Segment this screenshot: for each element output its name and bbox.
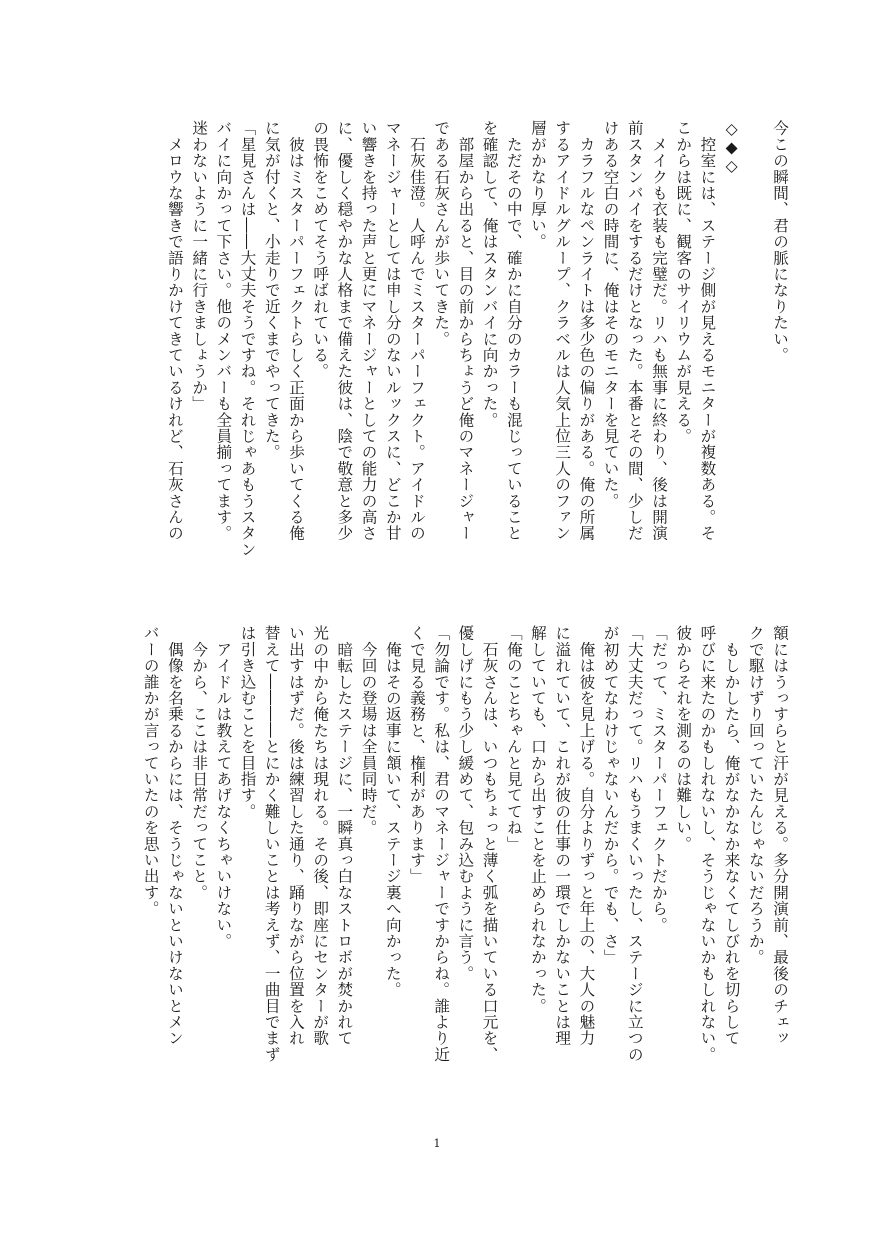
text-line: 彼はミスターパーフェクトらしく正面から歩いてくる俺 bbox=[286, 120, 305, 542]
page-number: 1 bbox=[433, 1137, 441, 1150]
text-line: に溢れていて、これが彼の仕事の一環でしかないことは理 bbox=[553, 625, 572, 1047]
text-line: もしかしたら、俺がなかなか来なくてしびれを切らして bbox=[722, 625, 741, 1047]
text-line: ただその中で、確かに自分のカラーも混じっていること bbox=[504, 120, 523, 542]
text-line: 石灰さんは、いつもちょっと薄く弧を描いている口元を、 bbox=[480, 625, 499, 1063]
text-line: クで駆けずり回っていたんじゃないだろうか。 bbox=[746, 625, 765, 966]
text-line: 額にはうっすらと汗が見える。多分開演前、最後のチェッ bbox=[771, 625, 789, 1047]
text-line: 替えて――――とにかく難しいことは考えず、一曲目でまず bbox=[262, 625, 281, 1063]
text-line: 暗転したステージに、一瞬真っ白なストロボが焚かれて bbox=[335, 625, 354, 1047]
text-line: い響きを持った声と更にマネージャーとしての能力の高さ bbox=[359, 120, 378, 542]
text-line: 前スタンバイをするだけとなった。本番とその間、少しだ bbox=[625, 120, 644, 542]
text-line: 俺はその返事に頷いて、ステージ裏へ向かった。 bbox=[383, 625, 402, 998]
text-line: バーの誰かが言っていたのを思い出す。 bbox=[141, 625, 160, 917]
text-line: 光の中から俺たちは現れる。その後、即座にセンターが歌 bbox=[311, 625, 330, 1047]
text-line: の畏怖をこめてそう呼ばれている。 bbox=[311, 120, 330, 380]
text-line: を確認して、俺はスタンバイに向かった。 bbox=[480, 120, 499, 428]
text-line: 優しげにもう少し緩めて、包み込むように言う。 bbox=[456, 625, 475, 982]
text-line: するアイドルグループ、クラベルは人気上位三人のファン bbox=[553, 120, 572, 542]
text-line: である石灰さんが歩いてきた。 bbox=[432, 120, 451, 347]
text-line: 「勿論です。私は、君のマネージャーですからね。誰より近 bbox=[432, 625, 451, 1063]
text-line: 石灰佳澄。人呼んでミスターパーフェクト。アイドルの bbox=[407, 120, 426, 542]
text-line: 呼びに来たのかもしれないし、そうじゃないかもしれない。 bbox=[698, 625, 717, 1063]
text-line: バイに向かって下さい。他のメンバーも全員揃ってます。 bbox=[214, 120, 233, 542]
text-line: 今この瞬間、君の脈になりたい。 bbox=[771, 120, 789, 363]
text-line: こからは既に、観客のサイリウムが見える。 bbox=[674, 120, 693, 444]
text-line: に、優しく穏やかな人格まで備えた彼は、陰で敬意と多少 bbox=[335, 120, 354, 542]
text-line: 「だって、ミスターパーフェクトだから。 bbox=[649, 625, 668, 933]
lower-text-block bbox=[139, 625, 792, 1113]
text-line: くで見る義務と、権利があります」 bbox=[407, 625, 426, 885]
text-line: マネージャーとしては申し分のないルックスに、どこか甘 bbox=[383, 120, 402, 542]
text-line: 今から、ここは非日常だってこと。 bbox=[190, 625, 209, 901]
text-line: 「星見さんは――大丈夫そうですね。それじゃあもうスタン bbox=[238, 120, 257, 558]
text-line bbox=[744, 120, 768, 602]
text-line: アイドルは教えてあげなくちゃいけない。 bbox=[214, 625, 233, 949]
text-line: 解していても、口から出すことを止められなかった。 bbox=[528, 625, 547, 1014]
text-line: 偶像を名乗るからには、そうじゃないといけないとメン bbox=[165, 625, 184, 1047]
text-line: に気が付くと、小走りで近くまでやってきた。 bbox=[262, 120, 281, 461]
text-line: 「大丈夫だって。リハもうまくいったし、ステージに立つの bbox=[625, 625, 644, 1063]
text-line: 俺は彼を見上げる。自分よりずっと年上の、大人の魅力 bbox=[577, 625, 596, 1047]
text-line: 「俺のことちゃんと見ててね」 bbox=[504, 625, 523, 852]
text-line: 迷わないように一緒に行きましょうか」 bbox=[190, 120, 209, 412]
text-line: ◇◆◇ bbox=[722, 120, 741, 176]
text-line: メロウな響きで語りかけてきているけれど、石灰さんの bbox=[165, 120, 184, 542]
text-line: 層がかなり厚い。 bbox=[528, 120, 547, 250]
text-line: は引き込むことを目指す。 bbox=[238, 625, 257, 820]
upper-text-block bbox=[163, 120, 792, 602]
text-line: けある空白の時間に、俺はそのモニターを見ていた。 bbox=[601, 120, 620, 509]
text-line: 部屋から出ると、目の前からちょうど俺のマネージャー bbox=[456, 120, 475, 542]
text-line: メイクも衣装も完璧だ。リハも無事に終わり、後は開演 bbox=[650, 120, 668, 542]
text-line: い出すはずだ。後は練習した通り、踊りながら位置を入れ bbox=[286, 625, 305, 1047]
text-line: カラフルなペンライトは多少色の偏りがある。俺の所属 bbox=[577, 120, 596, 542]
text-line: が初めてなわけじゃないんだから。でも、さ」 bbox=[601, 625, 620, 966]
text-line: 今回の登場は全員同時だ。 bbox=[359, 625, 378, 836]
text-line: 彼からそれを測るのは難しい。 bbox=[674, 625, 693, 852]
text-line: 控室には、ステージ側が見えるモニターが複数ある。そ bbox=[698, 120, 717, 542]
